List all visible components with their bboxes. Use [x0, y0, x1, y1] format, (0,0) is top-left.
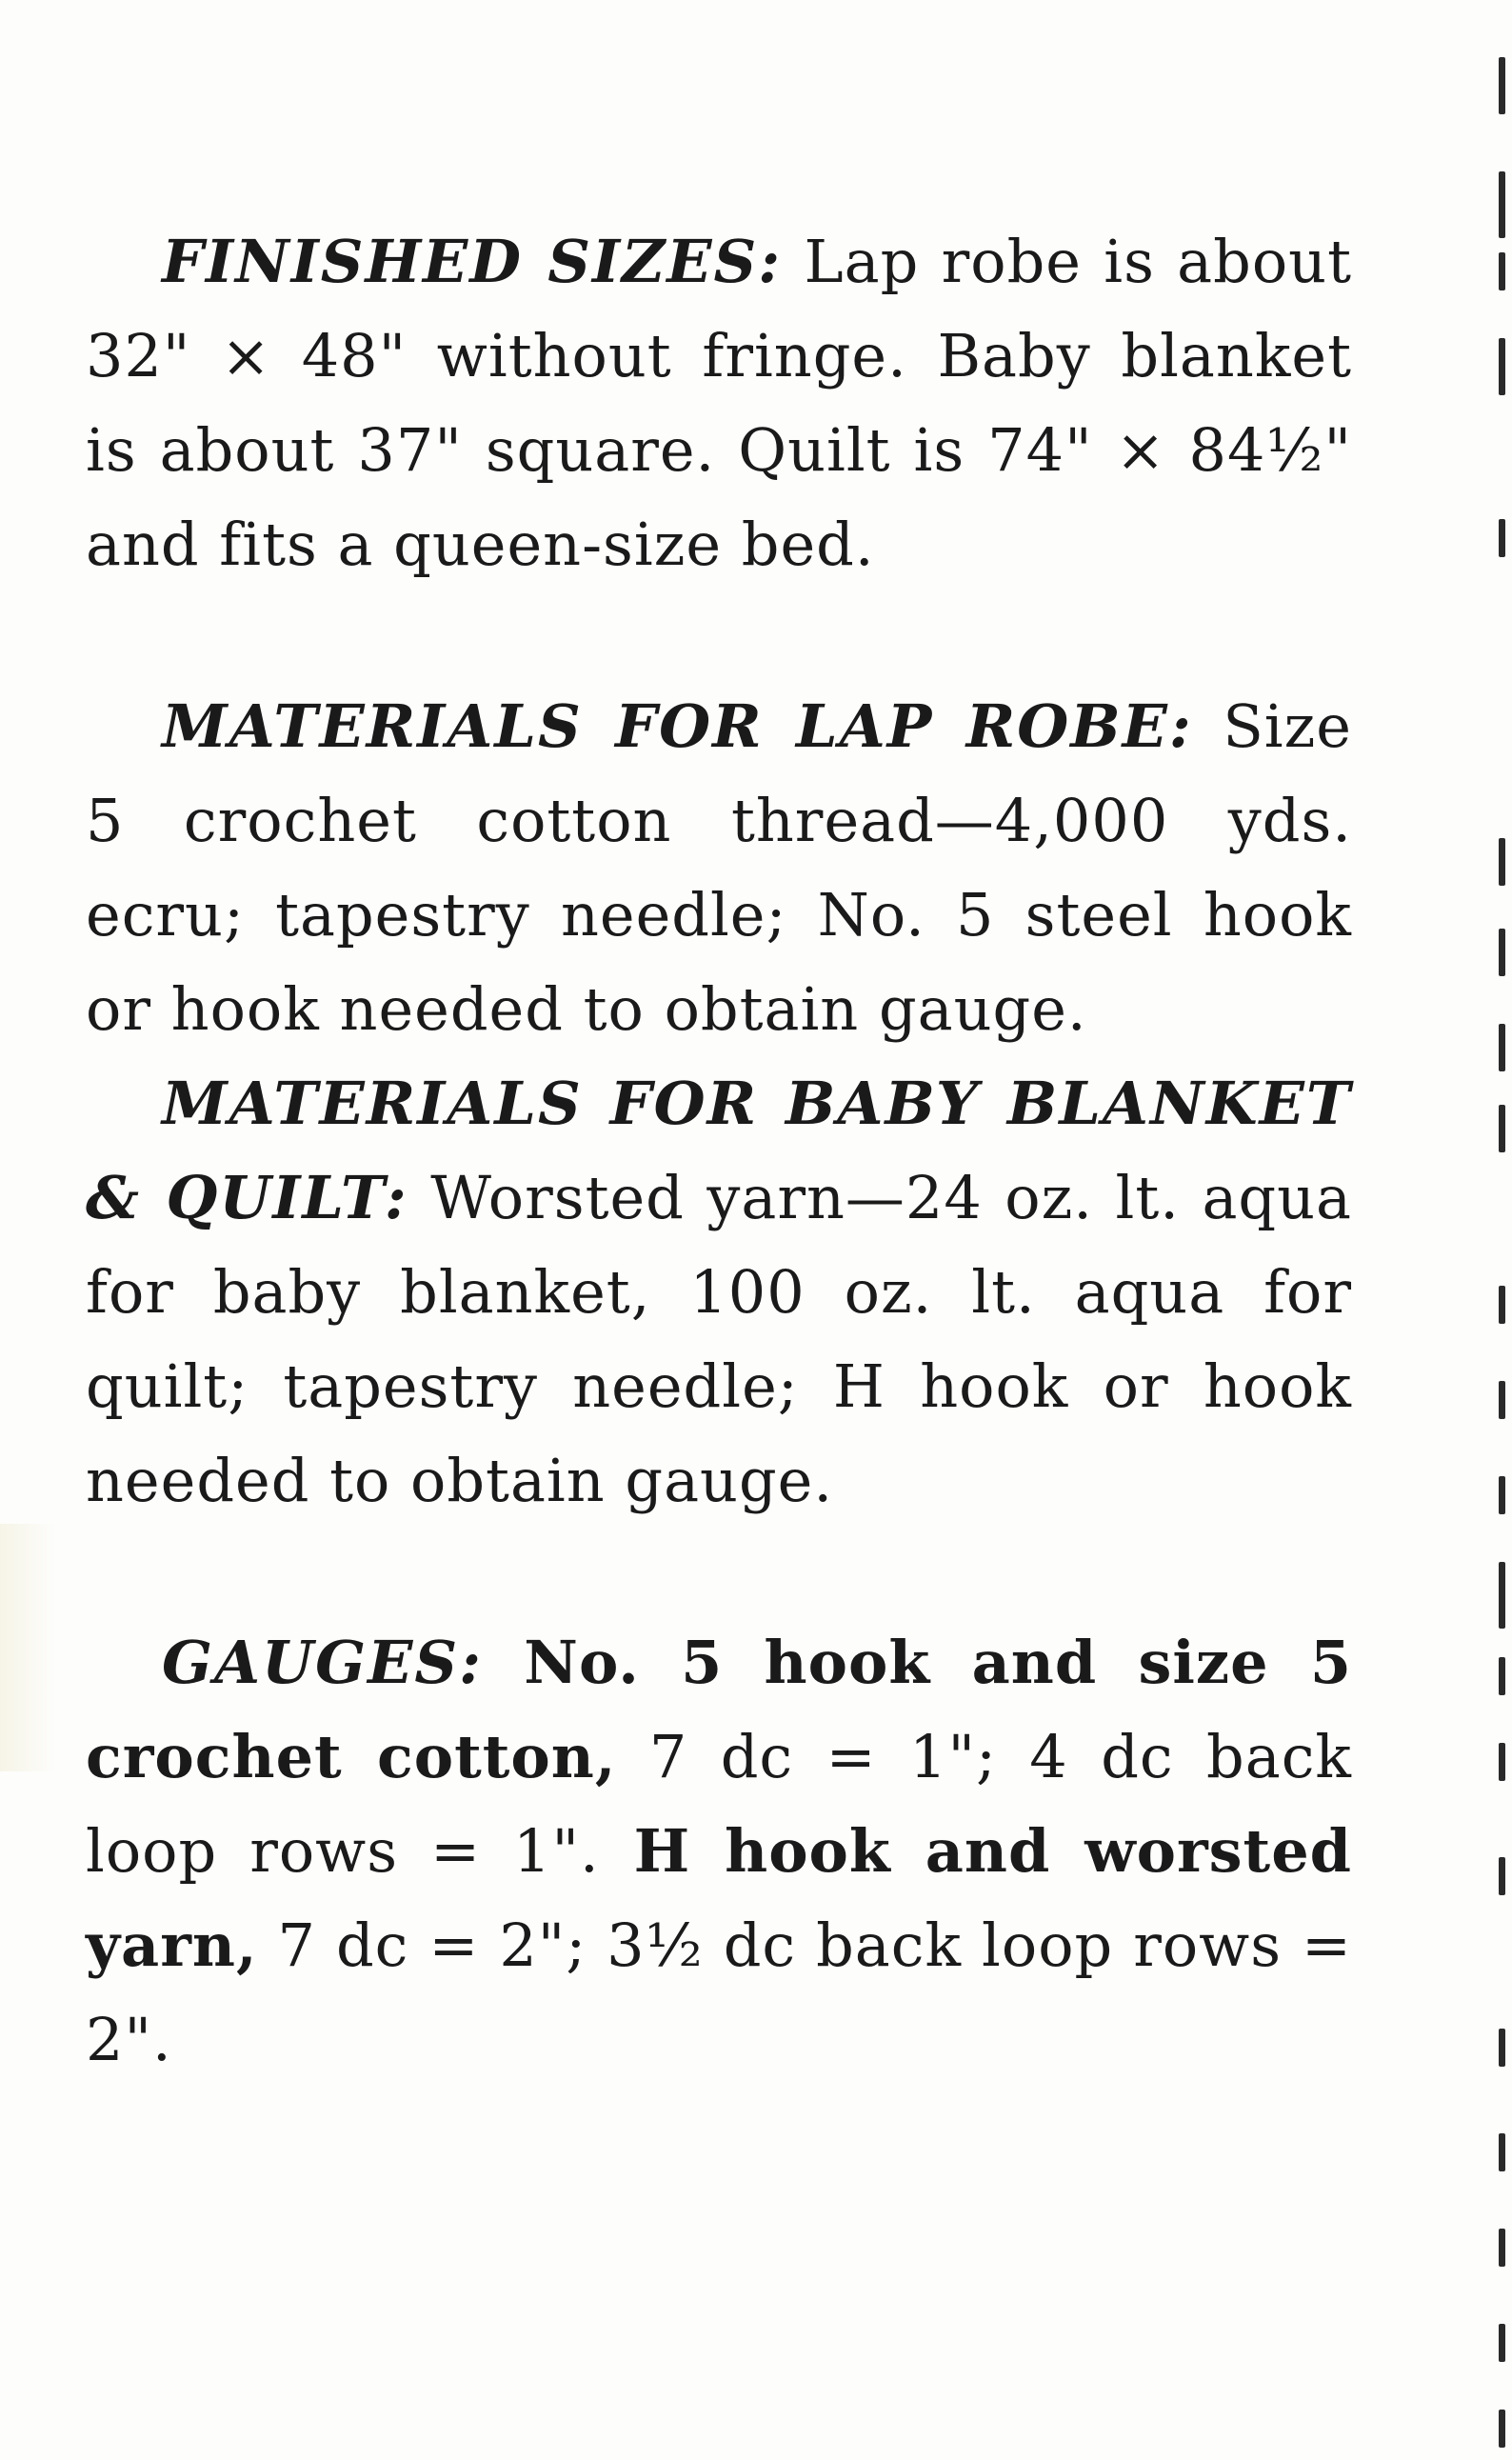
edge-fragment	[1499, 519, 1505, 557]
edge-fragment	[1499, 1105, 1505, 1152]
finished-sizes-heading: FINISHED SIZES:	[162, 227, 783, 296]
edge-fragment	[1499, 2229, 1505, 2267]
edge-fragment	[1499, 838, 1505, 886]
gauges-paragraph	[86, 1615, 1352, 2087]
edge-fragment	[1499, 1024, 1505, 1071]
edge-fragment	[1499, 252, 1505, 290]
gauges-cotton-label: No. 5 hook and size 5 crochet cotton,	[86, 1628, 1352, 1791]
edge-fragment	[1499, 2029, 1505, 2067]
materials-lap-robe-body: Size 5 crochet cotton thread—4,000 yds. ecru; tapestry needle; No. 5 steel hook or hook needed to obtain gauge.	[86, 691, 1352, 1044]
materials-baby-quilt-heading: MATERIALS FOR BABY BLANKET & QUILT:	[86, 1069, 1352, 1232]
paragraph-spacer	[86, 591, 1352, 679]
gauges-heading: GAUGES:	[162, 1628, 483, 1697]
edge-fragment	[1499, 1562, 1505, 1629]
edge-fragment	[1499, 2324, 1505, 2362]
edge-fragment	[1499, 2410, 1505, 2448]
paragraph-spacer	[86, 1528, 1352, 1615]
materials-lap-robe-paragraph	[86, 679, 1352, 1056]
edge-fragment	[1499, 929, 1505, 976]
materials-baby-quilt-body: Worsted yarn—24 oz. lt. aqua for baby blanket, 100 oz. lt. aqua for quilt; tapestry needle; H hook or hook needed to obtain gauge.	[86, 1163, 1352, 1515]
edge-fragment	[1499, 1381, 1505, 1419]
text-column	[86, 214, 1352, 2087]
edge-fragment	[1499, 1657, 1505, 1695]
edge-fragment	[1499, 2133, 1505, 2171]
edge-fragment	[1499, 1286, 1505, 1324]
edge-fragment	[1499, 57, 1505, 114]
page-stain	[0, 1524, 57, 1771]
edge-fragment	[1499, 1857, 1505, 1895]
edge-fragment	[1499, 1476, 1505, 1514]
finished-sizes-paragraph	[86, 214, 1352, 591]
edge-fragment	[1499, 1743, 1505, 1781]
finished-sizes-body: Lap robe is about 32" × 48" without fringe. Baby blanket is about 37" square. Quilt is 74" × 84½" and fits a queen-size bed.	[86, 227, 1353, 579]
gauges-worsted-body: 7 dc = 2"; 3½ dc back loop rows = 2".	[86, 1910, 1352, 2074]
adjacent-column-edge	[1497, 0, 1512, 2460]
gauges-worsted-label: H hook and worsted yarn,	[86, 1816, 1352, 1980]
edge-fragment	[1499, 171, 1505, 238]
edge-fragment	[1499, 338, 1505, 395]
gauges-cotton-body: 7 dc = 1"; 4 dc back loop rows = 1".	[86, 1722, 1352, 1886]
materials-baby-quilt-paragraph	[86, 1056, 1352, 1528]
materials-lap-robe-heading: MATERIALS FOR LAP ROBE:	[162, 691, 1193, 761]
